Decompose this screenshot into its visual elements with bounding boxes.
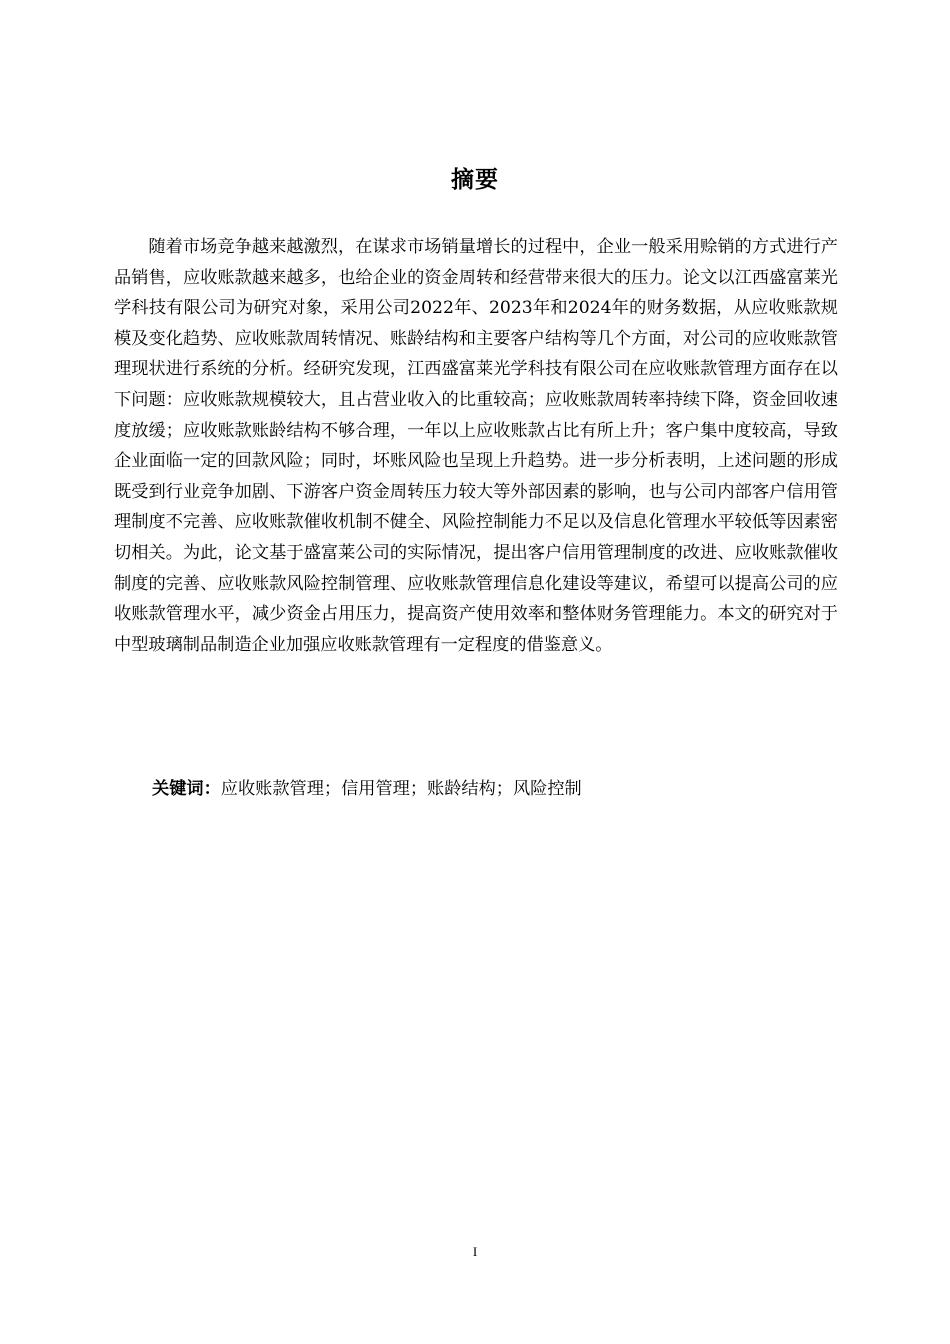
keywords-text: 应收账款管理；信用管理；账龄结构；风险控制 (220, 779, 582, 799)
abstract-title: 摘要 (451, 167, 499, 193)
page-number: I (472, 1244, 478, 1259)
keywords-line (152, 774, 838, 804)
abstract-paragraph: 随着市场竞争越来越激烈，在谋求市场销量增长的过程中，企业一般采用赊销的方式进行产品销售，应收账款越来越多，也给企业的资金周转和经营带来很大的压力。论文以江西盛富莱光学科技有限公司为研究对象，采用公司2022年、2023年和2024年的财务数据，从应收账款规模及变化趋势、应收账款周转情况、账龄结构和主要客户结构等几个方面，对公司的应收账款管理现状进行系统的分析。经研究发现，江西盛富莱光学科技有限公司在应收账款管理方面存在以下问题：应收账款规模较大，且占营业收入的比重较高；应收账款周转率持续下降，资金回收速度放缓；应收账款账龄结构不够合理，一年以上应收账款占比有所上升；客户集中度较高，导致企业面临一定的回款风险；同时，坏账风险也呈现上升趋势。进一步分析表明，上述问题的形成既受到行业竞争加剧、下游客户资金周转压力较大等外部因素的影响，也与公司内部客户信用管理制度不完善、应收账款催收机制不健全、风险控制能力不足以及信息化管理水平较低等因素密切相关。为此，论文基于盛富莱公司的实际情况，提出客户信用管理制度的改进、应收账款催收制度的完善、应收账款风险控制管理、应收账款管理信息化建设等建议，希望可以提高公司的应收账款管理水平，减少资金占用压力，提高资产使用效率和整体财务管理能力。本文的研究对于中型玻璃制品制造企业加强应收账款管理有一定程度的借鉴意义。 (114, 237, 838, 655)
keywords-label: 关键词： (152, 779, 221, 799)
